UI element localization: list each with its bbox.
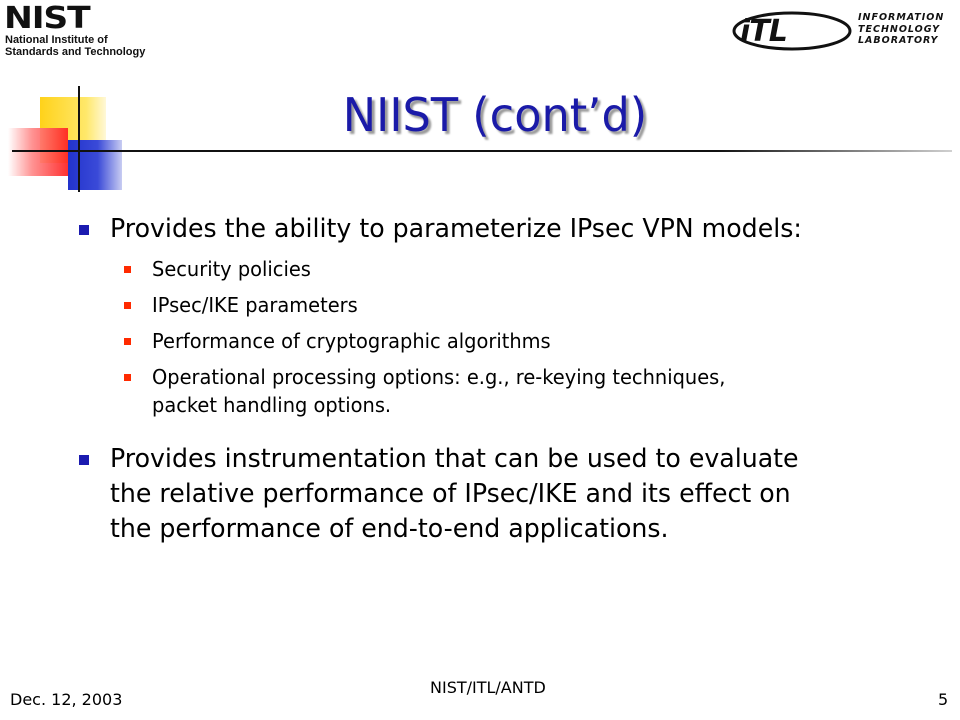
title-divider-line [12, 150, 952, 152]
sub-bullet-marker [124, 338, 131, 345]
itl-lab-name [858, 12, 944, 47]
sub-bullet-marker [124, 266, 131, 273]
footer-center: NIST/ITL/ANTD [430, 678, 546, 697]
itl-lab-line1: INFORMATION [858, 12, 945, 23]
sub-bullet-3: Performance of cryptographic algorithms [152, 329, 551, 353]
decor-blue-square [68, 140, 122, 190]
itl-lab-line3: LABORATORY [858, 35, 939, 46]
slide-title: NIIST (cont’d) [342, 88, 648, 142]
nist-subtitle-line1: National Institute of [5, 34, 108, 46]
sub-bullet-4-line2: packet handling options. [152, 393, 392, 417]
bullet-1-text: Provides the ability to parameterize IPsec VPN models: [110, 214, 802, 244]
bullet-marker [79, 455, 89, 465]
sub-bullet-2: IPsec/IKE parameters [152, 293, 358, 317]
footer-date: Dec. 12, 2003 [10, 690, 123, 709]
bullet-marker [79, 225, 89, 235]
sub-bullet-1: Security policies [152, 257, 311, 281]
itl-logo [730, 6, 955, 56]
bullet-2-line1: Provides instrumentation that can be used to evaluate [110, 444, 799, 474]
sub-bullet-marker [124, 374, 131, 381]
nist-wordmark: NIST [4, 1, 90, 36]
itl-lab-line2: TECHNOLOGY [858, 23, 941, 35]
itl-mark: iTL [740, 14, 787, 49]
nist-subtitle-line2: Standards and Technology [5, 46, 146, 58]
bullet-2-line3: the performance of end-to-end applications. [110, 514, 669, 544]
nist-logo [4, 1, 154, 62]
bullet-2-line2: the relative performance of IPsec/IKE and its effect on [110, 479, 791, 509]
footer-page-number: 5 [938, 690, 949, 709]
sub-bullet-marker [124, 302, 131, 309]
sub-bullet-4-line1: Operational processing options: e.g., re-keying techniques, [152, 365, 726, 389]
